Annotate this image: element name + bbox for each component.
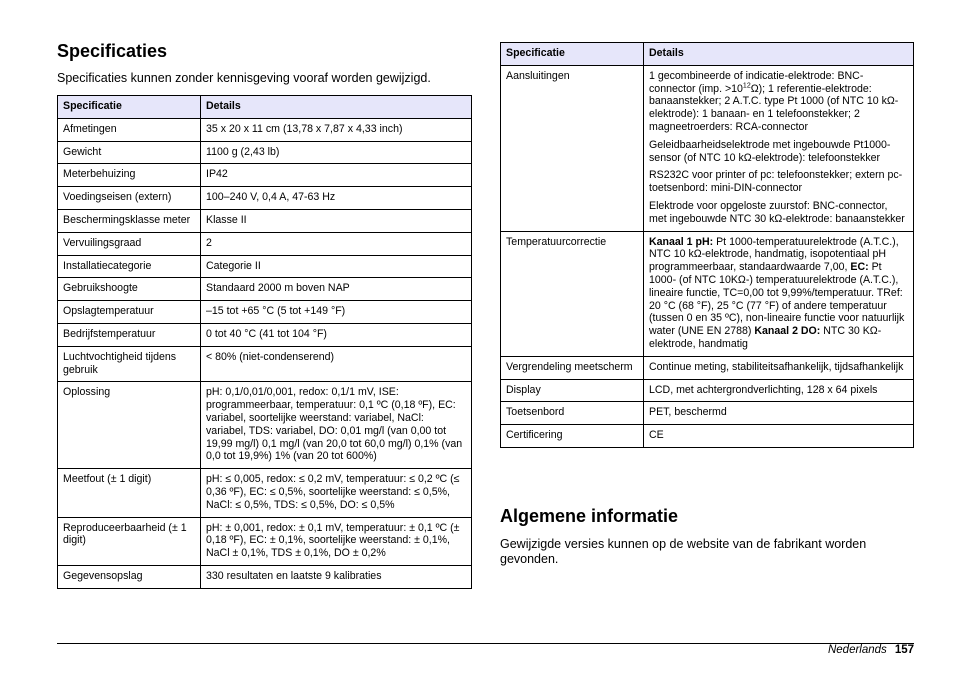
spec-value: LCD, met achtergrondverlichting, 128 x 64 pixels bbox=[644, 379, 914, 402]
spec-label: Certificering bbox=[501, 425, 644, 448]
spec-value: pH: 0,1/0,01/0,001, redox: 0,1/1 mV, ISE: programmeerbaar, temperatuur: 0,1 ºC (0,18 ºF), EC: variabel, soortelijke weerstand: variabel, NaCl: variabel, TDS: variabel, DO: 0,01 mg/l (van 0,00 tot 19,99 mg/l) 0,1 mg/l (van 20,0 tot 60,0 mg/l) 0,1% (van 0,0 tot 19,9%) 1% (van 20 tot 600%) bbox=[201, 382, 472, 469]
algemene-body: Gewijzigde versies kunnen op de website van de fabrikant worden gevonden. bbox=[500, 537, 867, 566]
text-span: Pt 1000- (of NTC 10KΩ-) temperatuurelektrode (A.T.C.), lineaire functie, TC=0,00 tot 9,99%/temperatuur. TRef: 20 °C (68 °F), 25 °C (77 °F) of andere temperatuur (tussen 0 en 35 ºC), non-lineaire functie voor natuurlijk water (UNE EN 2788) bbox=[649, 261, 905, 338]
table-row bbox=[58, 164, 472, 187]
spec-label: Toetsenbord bbox=[501, 402, 644, 425]
spec-value: 100–240 V, 0,4 A, 47-63 Hz bbox=[201, 187, 472, 210]
table-row bbox=[58, 517, 472, 565]
footer-divider bbox=[57, 643, 914, 644]
page-footer bbox=[828, 644, 914, 656]
table-row bbox=[501, 402, 914, 425]
aansluitingen-paragraph-1 bbox=[649, 70, 908, 134]
table-row bbox=[58, 118, 472, 141]
spec-label: Beschermingsklasse meter bbox=[58, 209, 201, 232]
spec-label: Reproduceerbaarheid (± 1 digit) bbox=[58, 517, 201, 565]
right-column bbox=[500, 42, 914, 448]
bold-text: Kanaal 2 DO: bbox=[754, 325, 821, 338]
spec-label: Luchtvochtigheid tijdens gebruik bbox=[58, 346, 201, 382]
footer-language: Nederlands bbox=[827, 644, 887, 656]
bold-text: Kanaal 1 pH: bbox=[649, 235, 714, 248]
header-specificatie: Specificatie bbox=[58, 96, 201, 119]
spec-label: Gegevensopslag bbox=[58, 565, 201, 588]
section-title-specificaties: Specificaties bbox=[57, 41, 168, 61]
aansluitingen-paragraph-2: Geleidbaarheidselektrode met ingebouwde Pt1000-sensor (of NTC 10 kΩ-elektrode): telefoonstekker bbox=[649, 138, 891, 164]
spec-label: Display bbox=[501, 379, 644, 402]
table-row bbox=[58, 232, 472, 255]
spec-label: Vergrendeling meetscherm bbox=[501, 356, 644, 379]
text-span: Pt 1000-temperatuurelektrode (A.T.C.), NTC 10 kΩ-elektrode, handmatig, isopotentiaal pH programmeerbaar, standaardwaarde 7,00, bbox=[649, 235, 899, 274]
spec-label: Opslagtemperatuur bbox=[58, 301, 201, 324]
table-row bbox=[58, 469, 472, 517]
superscript: 12 bbox=[742, 82, 751, 90]
page-number: 157 bbox=[894, 644, 914, 656]
table-header-row bbox=[58, 96, 472, 119]
table-row bbox=[58, 565, 472, 588]
section-title-algemene: Algemene informatie bbox=[500, 506, 679, 526]
table-row bbox=[58, 382, 472, 469]
table-row bbox=[58, 209, 472, 232]
table-row bbox=[58, 323, 472, 346]
left-column bbox=[57, 40, 472, 589]
spec-value: Categorie II bbox=[201, 255, 472, 278]
table-row bbox=[58, 346, 472, 382]
spec-value bbox=[644, 231, 914, 356]
intro-text: Specificaties kunnen zonder kennisgeving vooraf worden gewijzigd. bbox=[57, 71, 431, 85]
spec-value: 330 resultaten en laatste 9 kalibraties bbox=[201, 565, 472, 588]
table-row bbox=[501, 356, 914, 379]
spec-label: Gebruikshoogte bbox=[58, 278, 201, 301]
spec-value: 0 tot 40 °C (41 tot 104 °F) bbox=[201, 323, 472, 346]
spec-value: pH: ± 0,001, redox: ± 0,1 mV, temperatuur: ± 0,1 ºC (± 0,18 ºF), EC: ± 0,1%, soortelijke weerstand: ± 0,1%, NaCl ± 0,1%, TDS ± 0,1%, DO ± 0,2% bbox=[201, 517, 472, 565]
spec-label: Temperatuurcorrectie bbox=[501, 231, 644, 356]
spec-label: Voedingseisen (extern) bbox=[58, 187, 201, 210]
table-row-temperatuurcorrectie bbox=[501, 231, 914, 356]
spec-table-right bbox=[500, 42, 914, 448]
table-row bbox=[58, 187, 472, 210]
table-row bbox=[501, 379, 914, 402]
table-header-row bbox=[501, 43, 914, 66]
header-details: Details bbox=[201, 96, 472, 119]
spec-value: 2 bbox=[201, 232, 472, 255]
spec-value: 1100 g (2,43 lb) bbox=[201, 141, 472, 164]
table-row-aansluitingen bbox=[501, 65, 914, 231]
bold-text: EC: bbox=[850, 261, 869, 274]
spec-value: IP42 bbox=[201, 164, 472, 187]
table-row bbox=[58, 141, 472, 164]
text-span: NTC 30 KΩ-elektrode, handmatig bbox=[649, 325, 882, 350]
table-row bbox=[58, 278, 472, 301]
spec-value bbox=[644, 65, 914, 231]
spec-value: 35 x 20 x 11 cm (13,78 x 7,87 x 4,33 inch) bbox=[201, 118, 472, 141]
spec-value: pH: ≤ 0,005, redox: ≤ 0,2 mV, temperatuur: ≤ 0,2 ºC (≤ 0,36 ºF), EC: ≤ 0,5%, soortelijke weerstand: ≤ 0,5%, NaCl: ≤ 0,5%, TDS: ≤ 0,5%, DO: ≤ 0,5% bbox=[201, 469, 472, 517]
header-details: Details bbox=[644, 43, 914, 66]
spec-label: Oplossing bbox=[58, 382, 201, 469]
spec-label: Gewicht bbox=[58, 141, 201, 164]
spec-label: Installatiecategorie bbox=[58, 255, 201, 278]
aansluitingen-paragraph-4: Elektrode voor opgeloste zuurstof: BNC-connector, met ingebouwde NTC 30 kΩ-elektrode: banaanstekker bbox=[649, 199, 905, 225]
spec-label: Bedrijfstemperatuur bbox=[58, 323, 201, 346]
spec-label: Vervuilingsgraad bbox=[58, 232, 201, 255]
spec-value: Continue meting, stabiliteitsafhankelijk, tijdsafhankelijk bbox=[644, 356, 914, 379]
spec-label: Afmetingen bbox=[58, 118, 201, 141]
spec-label: Meterbehuizing bbox=[58, 164, 201, 187]
text-span: 1 gecombineerde of indicatie-elektrode: BNC-connector (imp. >10 bbox=[649, 69, 864, 95]
spec-value: –15 tot +65 °C (5 tot +149 °F) bbox=[201, 301, 472, 324]
table-row bbox=[501, 425, 914, 448]
header-specificatie: Specificatie bbox=[501, 43, 644, 66]
aansluitingen-paragraph-3: RS232C voor printer of pc: telefoonstekker; extern pc-toetsenbord: mini-DIN-connector bbox=[649, 169, 903, 195]
spec-label: Aansluitingen bbox=[501, 65, 644, 231]
spec-value: Klasse II bbox=[201, 209, 472, 232]
spec-table-left bbox=[57, 95, 472, 589]
spec-value: Standaard 2000 m boven NAP bbox=[201, 278, 472, 301]
spec-label: Meetfout (± 1 digit) bbox=[58, 469, 201, 517]
algemene-section bbox=[500, 505, 914, 567]
spec-value: < 80% (niet-condenserend) bbox=[201, 346, 472, 382]
text-span: Ω); 1 referentie-elektrode: banaanstekker; 2 A.T.C. type Pt 1000 (of NTC 10 kΩ-elektrode): 1 banaan- en 1 telefoonstekker; 2 magneetroerders: RCA-connector bbox=[649, 82, 899, 133]
table-row bbox=[58, 255, 472, 278]
spec-value: CE bbox=[644, 425, 914, 448]
spec-value: PET, beschermd bbox=[644, 402, 914, 425]
table-row bbox=[58, 301, 472, 324]
